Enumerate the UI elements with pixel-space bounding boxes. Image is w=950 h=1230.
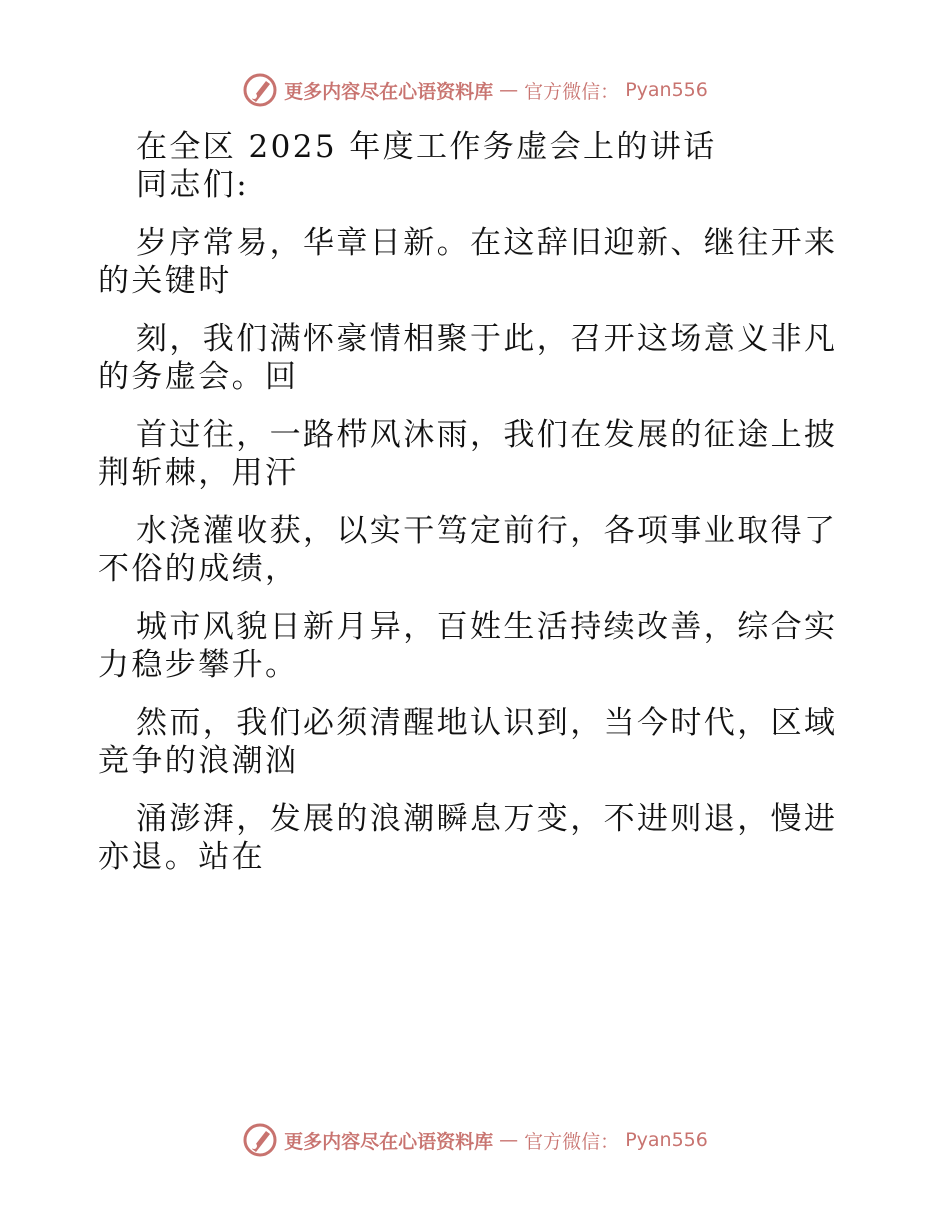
watermark-library-text: 更多内容尽在心语资料库 (284, 1130, 494, 1153)
paragraph-line: 的关键时 (98, 263, 232, 299)
pen-logo-icon (242, 72, 278, 108)
paragraph-line: 首过往，一路栉风沐雨，我们在发展的征途上披 (136, 417, 838, 453)
watermark-dash: — (499, 79, 519, 101)
paragraph-line: 城市风貌日新月异，百姓生活持续改善，综合实 (136, 609, 838, 645)
watermark-wechat-label: 官方微信： (524, 80, 620, 103)
watermark-wechat-id: Pyan556 (625, 79, 708, 101)
paragraph-line: 竞争的浪潮汹 (98, 743, 299, 779)
paragraph-line: 亦退。站在 (98, 839, 265, 875)
watermark-dash: — (499, 1129, 519, 1151)
watermark-wechat-id: Pyan556 (625, 1129, 708, 1151)
paragraph-line: 涌澎湃，发展的浪潮瞬息万变，不进则退，慢进 (136, 801, 838, 837)
document-body (98, 120, 852, 876)
paragraph-line: 荆斩棘，用汗 (98, 455, 299, 491)
paragraph-line: 力稳步攀升。 (98, 647, 299, 683)
paragraph-line: 然而，我们必须清醒地认识到，当今时代，区域 (136, 705, 838, 741)
watermark-wechat-label: 官方微信： (524, 1130, 620, 1153)
paragraph-line: 的务虚会。回 (98, 359, 299, 395)
footer-watermark (0, 1120, 950, 1160)
paragraph-line: 刻，我们满怀豪情相聚于此，召开这场意义非凡 (136, 321, 838, 357)
header-watermark (0, 70, 950, 110)
paragraph-line: 不俗的成绩， (98, 551, 299, 587)
watermark-library-text: 更多内容尽在心语资料库 (284, 80, 494, 103)
paragraph-line: 岁序常易，华章日新。在这辞旧迎新、继往开来 (136, 225, 838, 261)
salutation: 同志们: (136, 167, 250, 203)
pen-logo-icon (242, 1122, 278, 1158)
paragraph-line: 水浇灌收获，以实干笃定前行，各项事业取得了 (136, 513, 838, 549)
document-title: 在全区 2025 年度工作务虚会上的讲话 (136, 129, 717, 165)
